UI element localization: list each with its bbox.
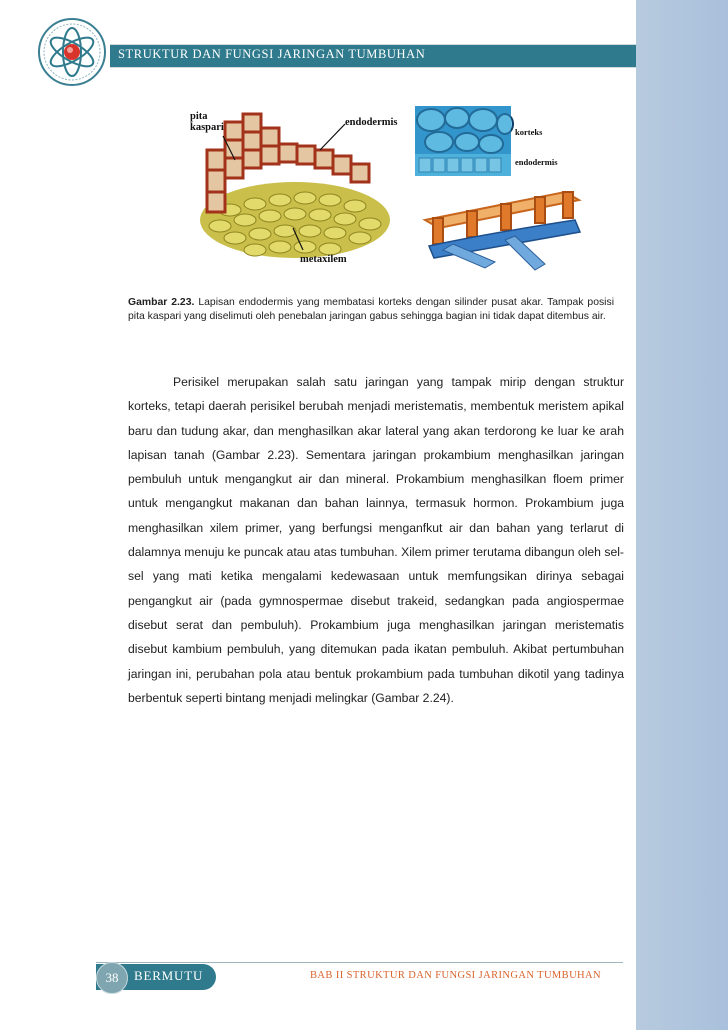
root-section-drawing (200, 114, 390, 258)
running-header: STRUKTUR DAN FUNGSI JARINGAN TUMBUHAN (118, 47, 426, 61)
caption-text: Lapisan endodermis yang membatasi korteks dengan silinder pusat akar. Tampak posisi pita kaspari yang diselimuti oleh penebalan jaringan gabus sehingga bagian ini tidak dapat ditembus air. (128, 297, 614, 323)
label-endodermis-small: endodermis (515, 157, 558, 167)
chapter-title: BAB II STRUKTUR DAN FUNGSI JARINGAN TUMBUHAN (310, 970, 602, 981)
cortex-micrograph (415, 106, 513, 176)
footer-rule (96, 962, 623, 963)
caspary-band-diagram (425, 192, 580, 270)
institution-logo (36, 16, 108, 88)
label-pita: pita (190, 111, 208, 122)
paragraph: Perisikel merupakan salah satu jaringan yang tampak mirip dengan struktur korteks, tetapi daerah perisikel berubah menjadi meristematis, membentuk meristem apikal baru dan tudung akar, dan menghasilkan akar lateral yang akan terdorong ke luar ke arah lapisan tanah (Gambar 2.23). Sementara jaringan prokambium menghasilkan jaringan pembuluh untuk mengangkut air dan mineral. Prokambium menghasilkan floem primer untuk mengangkut makanan dan bahan lainnya, termasuk hormon. Prokambium juga menghasilkan xilem primer, yang berfungsi menganfkut air dan bahan yang terlarut di dalamnya menuju ke puncak atau atas tumbuhan. Xilem primer terutama dibangun oleh sel-sel yang mati ketika mengalami kedewasaan untuk memfungsikan dirinya sebagai pengangkut air (pada gymnospermae disebut trakeid, sedangkan pada angiospermae disebut serat dan pembuluh). Prokambium juga menghasilkan jaringan meristematis disebut kambium pembuluh, yang ditemukan pada ikatan pembuluh. Akibat pertumbuhan jaringan ini, perubahan pola atau bentuk prokambium pada tumbuhan dikotil yang tadinya berbentuk seperti bintang menjadi melingkar (Gambar 2.24). (128, 375, 624, 705)
endodermis-illustration (185, 100, 615, 272)
figure-caption (128, 296, 614, 325)
endodermis-figure (185, 100, 615, 272)
label-korteks: korteks (515, 127, 543, 137)
caption-label: Gambar 2.23. (128, 297, 195, 308)
label-metaxilem: metaxilem (300, 254, 347, 265)
label-kaspari: kaspari (190, 122, 224, 133)
book-title: BERMUTU (134, 968, 204, 983)
body-text (128, 370, 624, 710)
label-endodermis: endodermis (345, 117, 398, 128)
side-color-band (636, 0, 728, 1030)
page-number: 38 (96, 962, 128, 994)
